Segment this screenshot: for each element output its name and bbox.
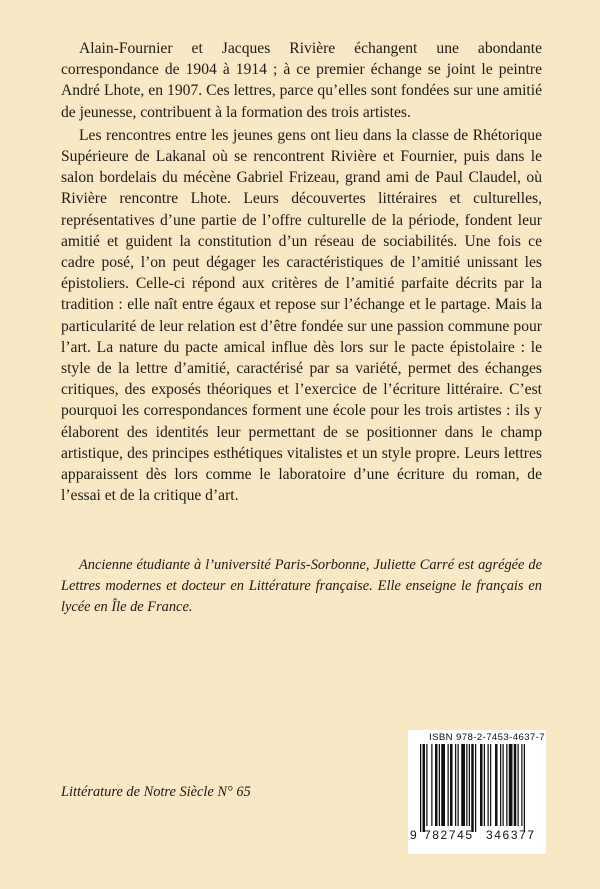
barcode-bar: [469, 744, 470, 826]
barcode-bar: [450, 744, 453, 826]
barcode-bar: [524, 744, 525, 832]
barcode-bar: [420, 744, 421, 832]
barcode-bar: [480, 744, 483, 826]
barcode-bar: [503, 744, 504, 826]
barcode-bar: [458, 744, 459, 826]
barcode-bar: [521, 744, 522, 826]
barcode-bar: [471, 744, 474, 832]
barcode-bar: [514, 744, 517, 826]
barcode-bar: [455, 744, 456, 826]
summary-paragraph-2: Les rencontres entre les jeunes gens ont lieu dans la classe de Rhétorique Supérieure de Lakanal où se rencontrent Rivière et Fournier, puis dans le salon bordelais du mécène Gabriel Frizeau, grand ami de Paul Claudel, où Rivière rencontre Lhote. Leurs découvertes littéraires et culturelles, représentatives d’une partie de l’offre culturelle de la période, fondent leur amitié et guident la constitution d’un réseau de sociabilités. Une fois ce cadre posé, l’on peut dégager les caractéristiques de l’amitié unissant les épistoliers. Celle-ci répond aux critères de l’amitié parfaite décrits par la tradition : elle naît entre égaux et repose sur l’échange et le partage. Mais la particularité de leur relation est d’être fondée sur une passion commune pour l’art. La nature du pacte amical influe dès lors sur le pacte épistolaire : le style de la lettre d’amitié, caractérisé par sa variété, permet des échanges critiques, des exposés théoriques et l’exercice de l’écriture littéraire. C’est pourquoi les correspondances forment une école pour les trois artistes : ils y élaborent des identités leur permettant de se positionner dans le champ artistique, des principes esthétiques vitalistes et un style propre. Leurs lettres apparaissent dès lors comme le laboratoire d’une écriture du roman, de l’essai et de la critique d’art.: [61, 126, 542, 505]
barcode-bar: [448, 744, 449, 826]
barcode-bar: [488, 744, 489, 826]
barcode-bar: [431, 744, 432, 826]
isbn-label: ISBN 978-2-7453-4637-7: [429, 732, 545, 743]
barcode-bar: [506, 744, 507, 826]
summary-paragraph-1: Alain-Fournier et Jacques Rivière échangent une abondante correspondance de 1904 à 1914 ; à ce premier échange se joint le peintre André Lhote, en 1907. Ces lettres, parce qu’elles sont fondées sur une amitié de jeunesse, contribuent à la formation des trois artistes.: [61, 40, 542, 121]
barcode-bar: [490, 744, 491, 826]
barcode-bar: [475, 744, 476, 832]
barcode-bar: [500, 744, 501, 826]
author-bio: Ancienne étudiante à l’université Paris-Sorbonne, Juliette Carré est agrégée de Lettres modernes et docteur en Littérature française. Elle enseigne le français en lycée en Île de France.: [61, 557, 542, 615]
series-title: Littérature de Notre Siècle N° 65: [61, 784, 251, 800]
barcode-bar: [426, 744, 427, 826]
barcode-bar: [439, 744, 440, 826]
barcode-bar: [495, 744, 498, 826]
ean-right-digits: 346377: [486, 828, 536, 842]
barcode-bar: [435, 744, 438, 826]
ean-left-digits: 782745: [424, 828, 474, 842]
barcode-bar: [423, 744, 426, 832]
barcode-bar: [518, 744, 519, 826]
barcode-bar: [441, 744, 445, 826]
barcode-block: [408, 730, 546, 854]
barcode-bar: [466, 744, 467, 826]
ean-first-digit: 9: [410, 828, 417, 842]
barcode-bar: [461, 744, 465, 826]
barcode-bar: [484, 744, 485, 826]
barcode-image: [408, 744, 546, 834]
summary-text: [61, 38, 542, 508]
barcode-bar: [509, 744, 513, 826]
